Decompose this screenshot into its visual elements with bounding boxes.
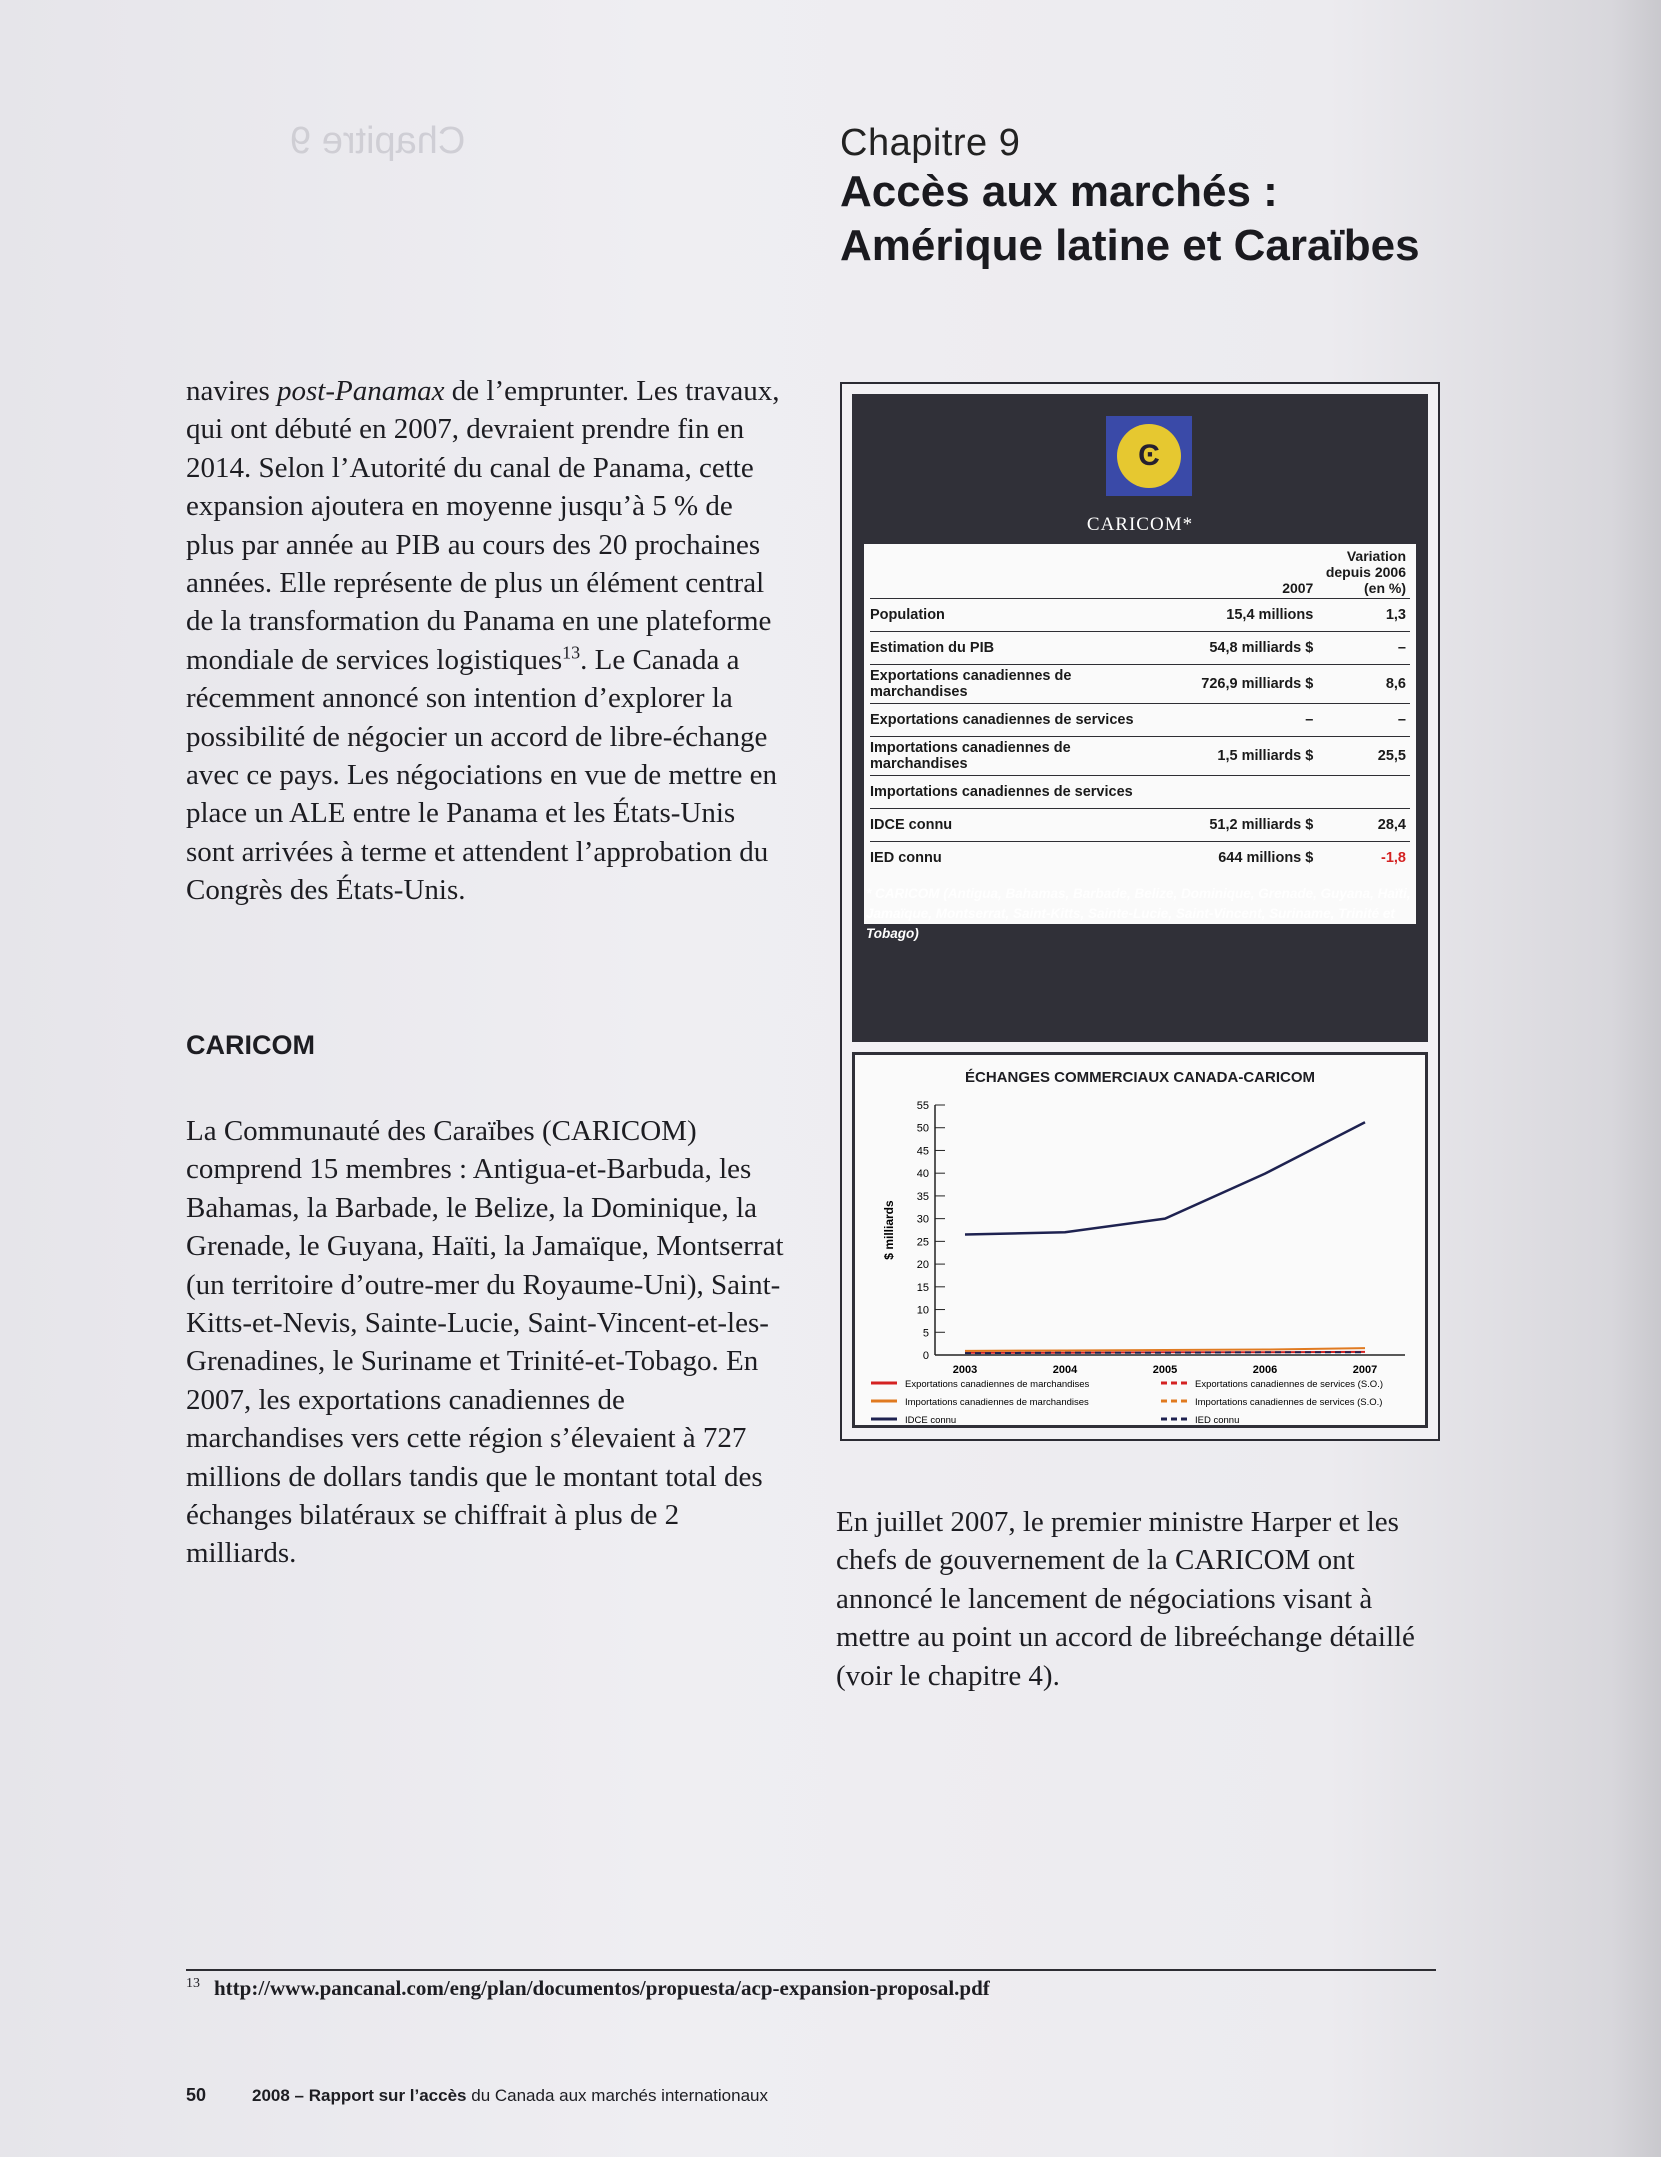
running-footer [252, 2086, 768, 2106]
section-paragraph: La Communauté des Caraïbes (CARICOM) comprend 15 membres : Antigua-et-Barbuda, les Bahamas, la Barbade, le Belize, la Dominique, la Grenade, le Guyana, Haïti, la Jamaïque, Montserrat (un territoire d’outre-mer du Royaume-Uni), Saint-Kitts-et-Nevis, Sainte-Lucie, Saint-Vincent-et-les-Grenadines, le Suriname et Trinité-et-Tobago. En 2007, les exportations canadiennes de marchandises vers cette région s’élevaient à 727 millions de dollars tandis que le montant total des échanges bilatéraux se chiffrait à plus de 2 milliards. [186, 1115, 784, 1570]
x-tick-label: 2007 [1352, 1364, 1378, 1376]
stats-table [870, 544, 1410, 874]
chapter-heading [840, 122, 1460, 273]
stats-label: Importations canadiennes de marchandises [870, 737, 1165, 776]
logo-circle [1117, 424, 1181, 488]
stats-label: IDCE connu [870, 809, 1165, 842]
stats-row [870, 809, 1410, 842]
stats-change: -1,8 [1317, 842, 1410, 875]
footnote [186, 1976, 990, 2001]
stats-label: Importations canadiennes de services [870, 776, 1165, 809]
section-heading: CARICOM [186, 1030, 315, 1060]
chapter-title-line2: Amérique latine et Caraïbes [840, 221, 1420, 270]
footnote-url: http://www.pancanal.com/eng/plan/documentos/propuesta/acp-expansion-proposal.pdf [214, 1976, 990, 2000]
x-tick-label: 2004 [1052, 1364, 1078, 1376]
stats-label: Exportations canadiennes de services [870, 704, 1165, 737]
stats-label: Estimation du PIB [870, 632, 1165, 665]
stats-row [870, 599, 1410, 632]
stats-value [1165, 776, 1317, 809]
series-line [965, 1348, 1365, 1351]
section-body [186, 1112, 786, 1573]
stats-label: Exportations canadiennes de marchandises [870, 665, 1165, 704]
intro-paragraph [186, 372, 786, 910]
stats-row [870, 776, 1410, 809]
y-tick-label: 30 [916, 1213, 929, 1226]
stats-row [870, 842, 1410, 875]
trade-line-chart [855, 1055, 1425, 1425]
chapter-label: Chapitre 9 [840, 122, 1021, 164]
right-paragraph-text: En juillet 2007, le premier ministre Harper et les chefs de gouvernement de la CARICOM ont annoncé le lancement de négociations visant à mettre au point un accord de libreéchange détaillé (voir le chapitre 4). [836, 1506, 1415, 1692]
stats-value: – [1165, 704, 1317, 737]
page-number: 50 [186, 2085, 207, 2105]
stats-value: 726,9 milliards $ [1165, 665, 1317, 704]
x-tick-label: 2005 [1152, 1364, 1178, 1376]
legend-label: IDCE connu [905, 1415, 957, 1425]
stats-row [870, 632, 1410, 665]
y-tick-label: 55 [916, 1100, 929, 1112]
legend-label: IED connu [1195, 1415, 1240, 1425]
members-footnote: * CARICOM (Antigua, Bahamas, Barbade, Belize, Dominique, Grenade, Guyana, Haïti, Jamaïque, Montserrat, Saint-Kitts, Sainte-Lucie, Saint-Vincent, Suriname, Trinité et Tobago) [866, 886, 1411, 941]
y-tick-label: 5 [922, 1327, 929, 1340]
stats-change: 25,5 [1317, 737, 1410, 776]
col-2007: 2007 [1282, 580, 1314, 596]
caricom-sidebar [840, 382, 1440, 1441]
legend-label: Importations canadiennes de services (S.O.) [1195, 1397, 1383, 1408]
stats-change: 1,3 [1317, 599, 1410, 632]
intro-text-start: navires [186, 375, 277, 407]
series-line [965, 1122, 1365, 1234]
stats-change: 8,6 [1317, 665, 1410, 704]
logo-caption: CARICOM* [1086, 514, 1194, 535]
footnote-ref: 13 [562, 642, 581, 663]
y-tick-label: 45 [916, 1145, 929, 1158]
running-footer-rest: du Canada aux marchés internationaux [466, 2086, 768, 2105]
stats-value: 51,2 milliards $ [1165, 809, 1317, 842]
x-tick-label: 2003 [952, 1364, 978, 1376]
stats-value: 15,4 millions [1165, 599, 1317, 632]
stats-value: 644 millions $ [1165, 842, 1317, 875]
y-tick-label: 35 [916, 1190, 929, 1203]
y-tick-label: 50 [916, 1122, 929, 1135]
stats-change: 28,4 [1317, 809, 1410, 842]
right-paragraph [836, 1503, 1436, 1695]
stats-row [870, 704, 1410, 737]
show-through-text: Chapitre 9 [290, 120, 466, 162]
stats-change: – [1317, 704, 1410, 737]
stats-value: 54,8 milliards $ [1165, 632, 1317, 665]
stats-row [870, 737, 1410, 776]
logo-mark-icon: Ͼ [1138, 439, 1160, 472]
y-tick-label: 20 [916, 1259, 929, 1272]
running-footer-bold: 2008 – Rapport sur l’accès [252, 2086, 467, 2105]
legend-label: Exportations canadiennes de services (S.O.) [1195, 1379, 1383, 1390]
x-tick-label: 2006 [1252, 1364, 1278, 1376]
stats-value: 1,5 milliards $ [1165, 737, 1317, 776]
stats-panel [852, 394, 1428, 1042]
y-tick-label: 40 [916, 1168, 929, 1181]
y-tick-label: 25 [916, 1236, 929, 1249]
trade-chart-panel [852, 1052, 1428, 1428]
y-axis-label: $ milliards [882, 1200, 896, 1260]
footnote-number: 13 [186, 1976, 200, 1991]
y-tick-label: 10 [916, 1304, 929, 1317]
footnote-divider [186, 1969, 1436, 1971]
stats-change: – [1317, 632, 1410, 665]
caricom-logo [1106, 416, 1192, 496]
stats-label: Population [870, 599, 1165, 632]
chart-title: ÉCHANGES COMMERCIAUX CANADA-CARICOM [965, 1069, 1315, 1086]
stats-label: IED connu [870, 842, 1165, 875]
stats-change [1317, 776, 1410, 809]
col-change: Variation depuis 2006 (en %) [1325, 548, 1406, 596]
stats-table-panel [864, 544, 1416, 924]
chapter-title-line1: Accès aux marchés : [840, 167, 1278, 216]
intro-text-end: . Le Canada a récemment annoncé son intention d’explorer la possibilité de négocier un accord de libre-échange avec ce pays. Les négociations en vue de mettre en place un ALE entre le Panama et les États-Unis sont arrivées à terme et attendent l’approbation du Congrès des États-Unis. [186, 643, 778, 907]
stats-row [870, 665, 1410, 704]
y-tick-label: 0 [922, 1350, 929, 1362]
intro-italic: post-Panamax [277, 375, 445, 407]
y-tick-label: 15 [916, 1281, 929, 1294]
legend-label: Exportations canadiennes de marchandises [905, 1379, 1090, 1390]
intro-text-mid: de l’emprunter. Les travaux, qui ont débuté en 2007, devraient prendre fin en 2014. Selon l’Autorité du canal de Panama, cette expansion ajoutera en moyenne jusqu’à 5 % de plus par année au PIB au cours des 20 prochaines années. Elle représente de plus un élément central de la transformation du Panama en une plateforme mondiale de services logistiques [186, 375, 780, 676]
legend-label: Importations canadiennes de marchandises [905, 1397, 1089, 1408]
